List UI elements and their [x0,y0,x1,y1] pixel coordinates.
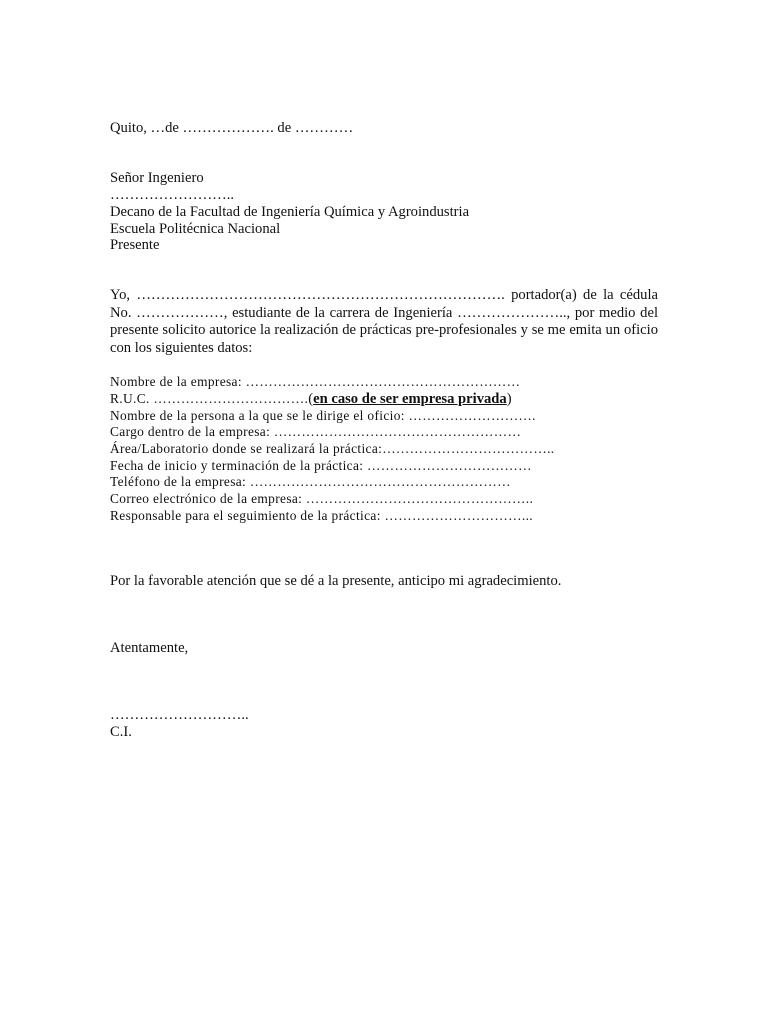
date-line: Quito, …de ………………. de ………… [110,120,354,136]
field-ruc-label: R.U.C. ……………………………. [110,391,309,406]
field-contact-person: Nombre de la persona a la que se le dirige el oficio: ………………………. [110,408,536,423]
recipient-salutation: Señor Ingeniero [110,170,204,186]
request-paragraph: Yo, …………………………………………………………………. portador(a) de la cédula No. ………………, estudiante de la carrera de Ingeniería ………………….., por medio del presente solicito autorice la realización de prácticas pre-profesionales y se me emita un oficio con los siguientes datos: [110,287,658,356]
ruc-note: en caso de ser empresa privada [313,391,507,407]
recipient-name-dots: …………………….. [110,187,235,203]
signature-line: ……………………….. [110,707,249,723]
field-supervisor: Responsable para el seguimiento de la práctica: …………………………... [110,508,533,523]
letter-page [110,0,660,1024]
field-email: Correo electrónico de la empresa: ………………………………………….. [110,491,534,506]
recipient-presente: Presente [110,237,160,253]
ci-label: C.I. [110,724,132,740]
farewell: Atentamente, [110,640,189,656]
recipient-institution: Escuela Politécnica Nacional [110,221,281,237]
field-position: Cargo dentro de la empresa: ……………………………………………… [110,424,522,439]
ruc-note-close: ) [506,391,512,407]
field-company-name: Nombre de la empresa: …………………………………………………… [110,374,521,389]
field-ruc [110,390,512,408]
ruc-note-open: ( [308,391,314,407]
field-area-lab: Área/Laboratorio donde se realizará la práctica:……………………………….. [110,441,555,456]
field-phone: Teléfono de la empresa: ………………………………………………… [110,474,511,489]
closing-sentence: Por la favorable atención que se dé a la presente, anticipo mi agradecimiento. [110,573,562,589]
field-dates: Fecha de inicio y terminación de la práctica: ……………………………… [110,458,532,473]
recipient-position: Decano de la Facultad de Ingeniería Química y Agroindustria [110,204,470,220]
